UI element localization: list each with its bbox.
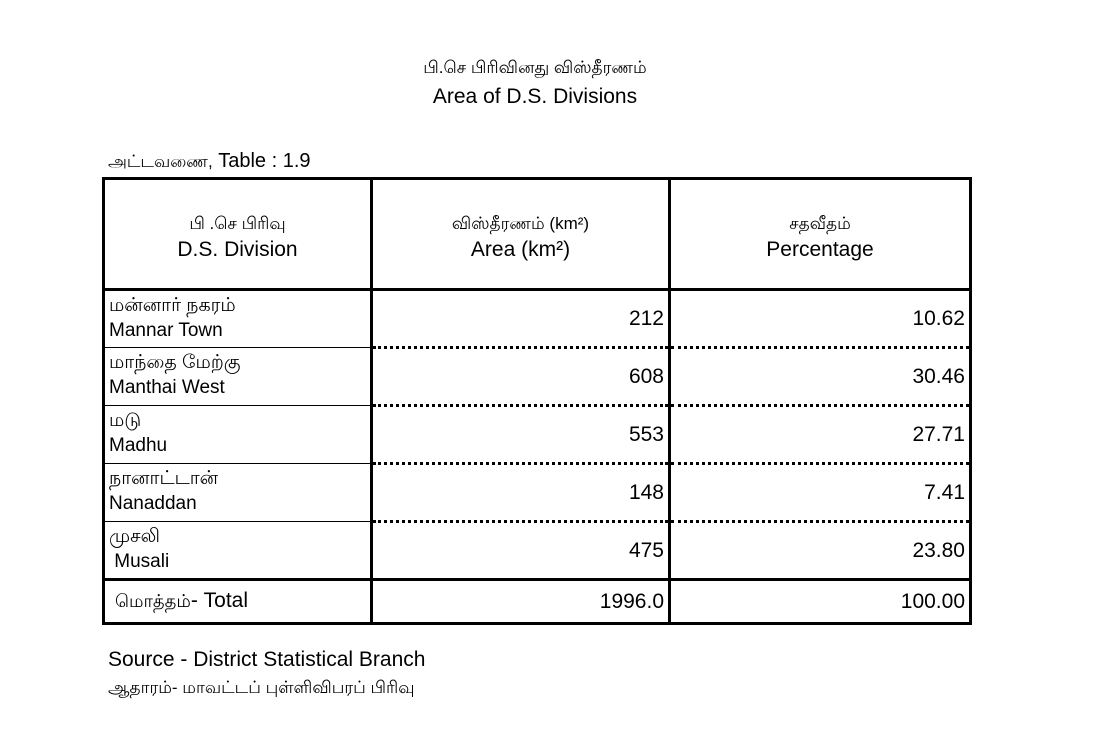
percentage-cell: 7.41 [670, 464, 971, 522]
column-header-english: D.S. Division [177, 238, 298, 261]
division-name-english: Madhu [109, 435, 168, 456]
column-header-tamil: விஸ்தீரணம் (km²) [451, 214, 590, 233]
column-header-division [104, 179, 372, 290]
table-header-row [104, 179, 971, 290]
table-caption [108, 150, 311, 174]
source-note: Source - District Statistical Branch [108, 648, 426, 671]
division-name-english: Musali [109, 551, 170, 572]
total-area-cell: 1996.0 [372, 580, 670, 624]
area-cell: 148 [372, 464, 670, 522]
division-name-tamil: மாந்தை மேற்கு [109, 352, 241, 373]
table-caption-english: Table : 1.9 [212, 150, 311, 172]
division-name-english: Nanaddan [109, 493, 197, 514]
division-name-english: Mannar Town [109, 320, 223, 341]
total-row [104, 580, 971, 624]
page-title: Area of D.S. Divisions [432, 85, 638, 108]
total-label-english: - Total [190, 589, 249, 612]
table-row [104, 522, 971, 580]
division-name-tamil: முசலி [109, 526, 160, 547]
total-label-cell [104, 580, 372, 624]
division-name-tamil: மன்னார் நகரம் [109, 295, 236, 316]
area-cell: 553 [372, 406, 670, 464]
table-caption-tamil: அட்டவணை, [108, 152, 213, 171]
percentage-cell: 30.46 [670, 348, 971, 406]
page-title-tamil: பி.செ பிரிவினது விஸ்தீரணம் [423, 58, 647, 77]
column-header-english: Percentage [766, 238, 874, 261]
area-table [102, 177, 972, 625]
total-percentage-cell: 100.00 [670, 580, 971, 624]
table-row [104, 406, 971, 464]
column-header-tamil: சதவீதம் [789, 214, 851, 233]
division-name-cell [104, 348, 372, 406]
column-header-area [372, 179, 670, 290]
percentage-cell: 10.62 [670, 290, 971, 348]
division-name-cell [104, 464, 372, 522]
division-name-tamil: நானாட்டான் [109, 468, 219, 489]
column-header-percentage [670, 179, 971, 290]
area-cell: 212 [372, 290, 670, 348]
division-name-cell [104, 522, 372, 580]
division-name-english: Manthai West [109, 377, 225, 398]
area-cell: 608 [372, 348, 670, 406]
division-name-cell [104, 290, 372, 348]
source-note-tamil: ஆதாரம்- மாவட்டப் புள்ளிவிபரப் பிரிவு [108, 678, 415, 697]
total-label-tamil: மொத்தம் [115, 591, 191, 611]
division-name-tamil: மடு [109, 410, 142, 431]
table-row [104, 290, 971, 348]
percentage-cell: 27.71 [670, 406, 971, 464]
table-row [104, 348, 971, 406]
percentage-cell: 23.80 [670, 522, 971, 580]
division-name-cell [104, 406, 372, 464]
column-header-english: Area (km²) [470, 238, 571, 261]
area-cell: 475 [372, 522, 670, 580]
table-row [104, 464, 971, 522]
column-header-tamil: பி .செ பிரிவு [189, 214, 286, 233]
